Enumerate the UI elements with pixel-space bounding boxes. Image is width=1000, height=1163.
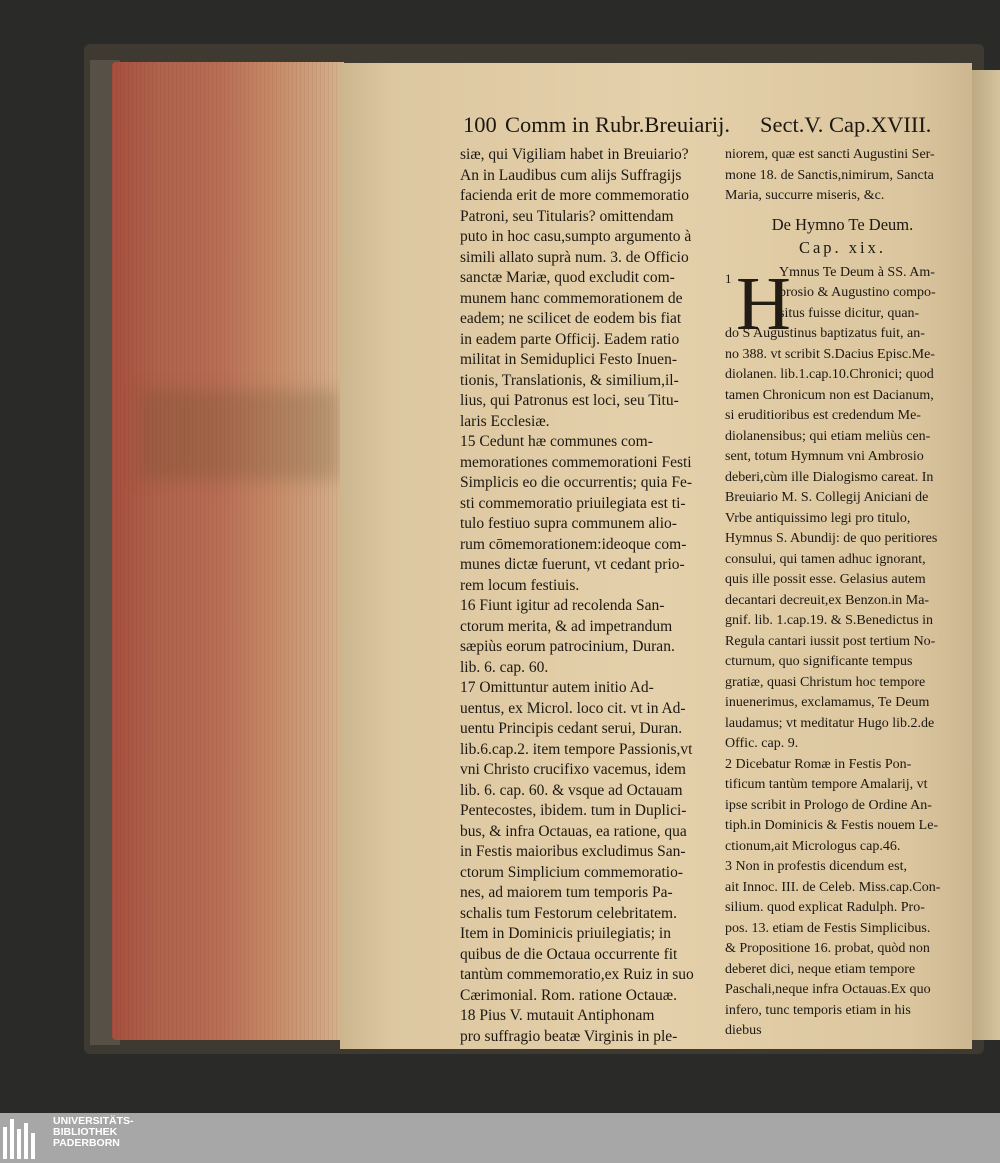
drop-cap-letter: H: [736, 262, 791, 346]
text-line: consului, qui tamen adhuc ignorant,: [725, 551, 926, 567]
text-line: siæ, qui Vigiliam habet in Breuiario?: [460, 146, 689, 163]
text-line: & Propositione 16. probat, quòd non: [725, 941, 930, 956]
text-line: Hymnus S. Abundij: de quo peritiores: [725, 531, 938, 546]
text-line: Item in Dominicis priuilegiatis; in: [460, 925, 671, 942]
text-line: schalis tum Festorum celebritatem.: [460, 904, 677, 922]
edge-stain: [140, 390, 340, 480]
next-page-edge: [968, 70, 1000, 1040]
text-line: uentu Principis cedant serui, Duran.: [460, 720, 683, 737]
logo-line: PADERBORN: [53, 1137, 120, 1149]
text-line: Maria, succurre miseris, &c.: [725, 188, 885, 203]
chapter-title: De Hymno Te Deum.: [771, 214, 914, 234]
text-line: do S Augustinus baptizatus fuit, an-: [725, 326, 925, 341]
running-title: Comm in Rubr.Breuiarij.: [505, 112, 730, 137]
text-line: 3 Non in profestis dicendum est,: [725, 859, 907, 874]
text-line: pos. 13. etiam de Festis Simplicibus.: [725, 920, 931, 936]
running-header: [463, 112, 933, 144]
text-line: niorem, quæ est sancti Augustini Ser-: [725, 147, 935, 162]
text-line: cturnum, quo significante tempus: [725, 654, 913, 669]
text-line: ait Innoc. III. de Celeb. Miss.cap.Con-: [725, 879, 941, 895]
text-line: infero, tunc temporis etiam in his: [725, 1002, 911, 1018]
text-line: laudamus; vt meditatur Hugo lib.2.de: [725, 715, 935, 731]
text-line: An in Laudibus cum alijs Suffragijs: [460, 166, 682, 184]
text-line: simili allato suprà num. 3. de Officio: [460, 248, 689, 266]
text-line: si eruditioribus est credendum Me-: [725, 408, 921, 423]
text-line: Vrbe antiquissimo legi pro titulo,: [725, 510, 911, 526]
left-text-column: [460, 145, 710, 1047]
text-line: nes, ad maiorem tum temporis Pa-: [460, 884, 673, 901]
text-line: Patroni, seu Titularis? omittendam: [460, 207, 674, 225]
text-line: munem hanc commemorationem de: [460, 289, 683, 307]
library-logo-icon: [3, 1117, 43, 1159]
text-line: brosio & Augustino compo-: [779, 285, 936, 300]
text-line: situs fuisse dicitur, quan-: [779, 305, 920, 321]
text-line: munes dictæ fuerunt, vt cedant prio-: [460, 556, 685, 573]
text-line: lius, qui Patronus est loci, seu Titu-: [460, 392, 679, 409]
text-line: pro suffragio beatæ Virginis in ple-: [460, 1027, 678, 1045]
text-line: laris Ecclesiæ.: [460, 412, 550, 430]
text-line: in Festis maioribus excludimus San-: [460, 843, 686, 860]
text-line: memorationes commemorationi Festi: [460, 453, 692, 471]
text-line: no 388. vt scribit S.Dacius Episc.Me-: [725, 346, 935, 362]
text-line: 15 Cedunt hæ communes com-: [460, 433, 653, 450]
text-line: Breuiario M. S. Collegij Aniciani de: [725, 490, 929, 505]
text-line: uentus, ex Microl. loco cit. vt in Ad-: [460, 699, 686, 717]
text-line: quis ille possit esse. Gelasius autem: [725, 572, 926, 587]
text-line: sti commemoratio priuilegiata est ti-: [460, 494, 686, 512]
text-line: Pentecostes, ibidem. tum in Duplici-: [460, 802, 687, 819]
text-line: 18 Pius V. mutauit Antiphonam: [460, 1007, 655, 1024]
text-line: 2 Dicebatur Romæ in Festis Pon-: [725, 756, 912, 772]
text-line: deberi,cùm ille Dialogismo careat. In: [725, 469, 934, 485]
text-line: tantùm commemoratio,ex Ruiz in suo: [460, 966, 694, 983]
text-line: sent, totum Hymnum vni Ambrosio: [725, 449, 924, 464]
page-number: 100: [463, 112, 497, 137]
text-line: sæpiùs eorum patrocinium, Duran.: [460, 638, 675, 655]
text-line: 16 Fiunt igitur ad recolenda San-: [460, 597, 665, 614]
text-line: quibus de die Octaua occurrente fit: [460, 945, 678, 963]
text-line: vni Christo crucifixo vacemus, idem: [460, 761, 686, 778]
text-line: ctorum Simplicium commemoratio-: [460, 863, 683, 881]
text-line: sanctæ Mariæ, quod excludit com-: [460, 269, 675, 286]
text-line: diebus: [725, 1023, 762, 1038]
text-line: lib. 6. cap. 60. & vsque ad Octauam: [460, 781, 683, 799]
text-line: bus, & infra Octauas, ea ratione, qua: [460, 822, 687, 840]
red-page-edges: [112, 62, 344, 1040]
library-logo-text: [53, 1116, 253, 1149]
text-line: diolanensibus; qui etiam meliùs cen-: [725, 428, 931, 444]
text-line: Cærimonial. Rom. ratione Octauæ.: [460, 986, 677, 1004]
text-line: tulo festiuo supra communem alio-: [460, 515, 677, 532]
text-line: facienda erit de more commemoratio: [460, 187, 689, 204]
text-line: rem locum festiuis.: [460, 576, 580, 594]
logo-line: UNIVERSITÄTS-: [53, 1115, 134, 1127]
text-line: lib.6.cap.2. item tempore Passionis,vt: [460, 740, 693, 758]
text-line: ctorum merita, & ad impetrandum: [460, 617, 673, 635]
text-line: tiph.in Dominicis & Festis nouem Le-: [725, 818, 939, 833]
text-line: decantari decreuit,ex Benzon.in Ma-: [725, 592, 930, 608]
text-line: inuenerimus, exclamamus, Te Deum: [725, 695, 930, 710]
text-line: 17 Omittuntur autem initio Ad-: [460, 679, 654, 696]
text-line: militat in Semiduplici Festo Inuen-: [460, 351, 677, 368]
text-line: Regula cantari iussit post tertium No-: [725, 633, 936, 649]
text-line: tamen Chronicum non est Dacianum,: [725, 387, 934, 403]
text-line: gratiæ, quasi Christum hoc tempore: [725, 674, 926, 690]
text-line: eadem; ne scilicet de eodem bis fiat: [460, 310, 682, 327]
text-line: lib. 6. cap. 60.: [460, 658, 549, 676]
text-line: ipse scribit in Prologo de Ordine An-: [725, 797, 932, 813]
text-line: rum cōmemorationem:ideoque com-: [460, 535, 687, 553]
text-line: diolanen. lib.1.cap.10.Chronici; quod: [725, 367, 934, 382]
text-line: tionis, Translationis, & similium,il-: [460, 371, 679, 389]
logo-line: BIBLIOTHEK: [53, 1126, 118, 1138]
text-line: deberet dici, neque etiam tempore: [725, 961, 916, 977]
text-line: in eadem parte Officij. Eadem ratio: [460, 330, 680, 348]
paragraph-number: 1: [725, 271, 732, 286]
text-line: puto in hoc casu,sumpto argumento à: [460, 228, 692, 245]
chapter-number: Cap. xix.: [798, 237, 887, 257]
text-line: ctionum,ait Micrologus cap.46.: [725, 838, 901, 854]
text-line: Paschali,neque infra Octauas.Ex quo: [725, 982, 931, 997]
text-line: Offic. cap. 9.: [725, 736, 799, 751]
section-label: Sect.V. Cap.XVIII.: [760, 112, 932, 137]
text-line: mone 18. de Sanctis,nimirum, Sancta: [725, 167, 934, 183]
text-line: gnif. lib. 1.cap.19. & S.Benedictus in: [725, 613, 934, 628]
chapter-body: [725, 263, 960, 1042]
text-line: Ymnus Te Deum à SS. Am-: [779, 264, 935, 280]
text-line: Simplicis eo die occurrentis; quia Fe-: [460, 474, 693, 491]
text-line: silium. quod explicat Radulph. Pro-: [725, 900, 925, 915]
text-line: tificum tantùm tempore Amalarij, vt: [725, 777, 928, 792]
